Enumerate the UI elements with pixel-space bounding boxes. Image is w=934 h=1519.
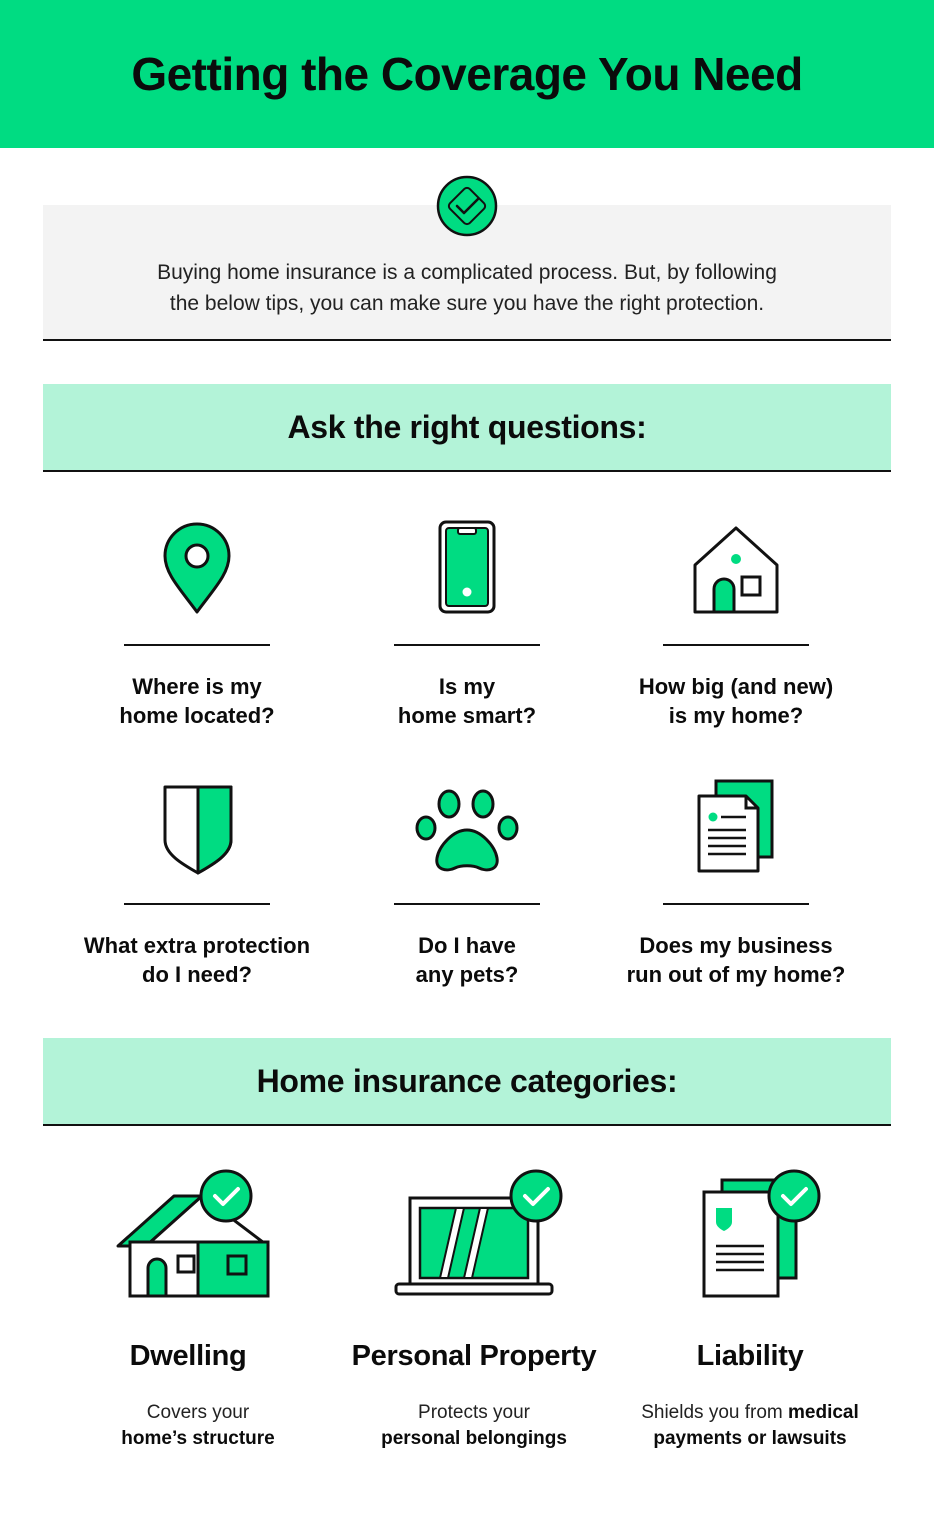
categories-heading-band bbox=[43, 1038, 891, 1126]
category-desc-liability: Shields you from medical payments or lawsuits bbox=[641, 1402, 859, 1449]
documents-icon bbox=[696, 778, 776, 874]
laptop-check-icon bbox=[394, 1168, 564, 1300]
smartphone-icon bbox=[438, 520, 496, 616]
house-icon bbox=[692, 525, 780, 615]
category-title-personal-property: Personal Property bbox=[351, 1340, 597, 1372]
intro-line-2: the below tips, you can make sure you have the right protection. bbox=[169, 292, 765, 315]
location-pin-icon bbox=[161, 520, 233, 616]
question-divider bbox=[394, 644, 540, 646]
intro-text bbox=[43, 257, 891, 319]
question-extra-protection: What extra protection do I need? bbox=[83, 933, 311, 987]
category-desc-personal-property: Protects your personal belongings bbox=[381, 1402, 567, 1449]
question-home-size: How big (and new) is my home? bbox=[638, 674, 834, 728]
question-smart-home: Is my home smart? bbox=[397, 674, 537, 728]
question-location: Where is my home located? bbox=[119, 674, 275, 728]
category-title-dwelling: Dwelling bbox=[129, 1340, 247, 1372]
question-divider bbox=[124, 644, 270, 646]
question-divider bbox=[663, 644, 809, 646]
question-divider bbox=[394, 903, 540, 905]
question-divider bbox=[124, 903, 270, 905]
paw-print-icon bbox=[413, 786, 521, 876]
questions-heading: Ask the right questions: bbox=[287, 408, 647, 445]
questions-heading-band bbox=[43, 384, 891, 472]
page-header bbox=[0, 0, 934, 148]
question-home-business: Does my business run out of my home? bbox=[626, 933, 846, 987]
categories-heading: Home insurance categories: bbox=[256, 1062, 678, 1099]
shield-icon bbox=[162, 784, 234, 876]
page-title: Getting the Coverage You Need bbox=[131, 48, 803, 100]
intro-line-1: Buying home insurance is a complicated process. But, by following bbox=[157, 261, 777, 284]
category-desc-dwelling: Covers your home’s structure bbox=[121, 1402, 275, 1449]
document-check-icon bbox=[700, 1168, 826, 1300]
question-divider bbox=[663, 903, 809, 905]
category-title-liability: Liability bbox=[696, 1340, 804, 1372]
question-pets: Do I have any pets? bbox=[415, 933, 519, 987]
check-circle-icon bbox=[436, 175, 498, 237]
house-check-icon bbox=[116, 1168, 286, 1300]
